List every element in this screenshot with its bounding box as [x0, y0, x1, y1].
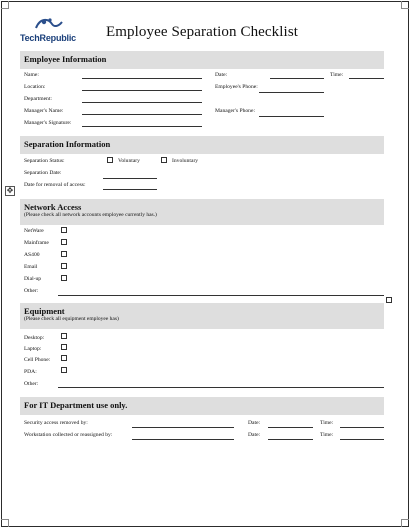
- manager-signature-field[interactable]: [82, 126, 202, 127]
- it-time-field-1[interactable]: [340, 427, 384, 428]
- resize-handle[interactable]: [386, 297, 392, 303]
- page-corner-mark: [1, 1, 9, 9]
- label-date: Date:: [215, 72, 228, 78]
- section-subheading: (Please check all equipment employee has): [24, 316, 119, 322]
- voluntary-checkbox[interactable]: [107, 157, 113, 163]
- desktop-checkbox[interactable]: [61, 333, 67, 339]
- page-corner-mark: [401, 1, 409, 9]
- label-employee-phone: Employee's Phone:: [215, 84, 258, 90]
- name-field[interactable]: [82, 78, 202, 79]
- it-date-field-1[interactable]: [268, 427, 313, 428]
- label-access-removed: Security access removed by:: [24, 420, 88, 426]
- section-network-access: [20, 199, 384, 225]
- label-as400: AS400: [24, 252, 40, 258]
- section-heading: Equipment: [24, 306, 65, 316]
- time-field[interactable]: [349, 78, 384, 79]
- section-heading: Employee Information: [24, 54, 107, 64]
- logo-swoosh-icon: [34, 16, 64, 34]
- logo-text: TechRepublic: [20, 33, 76, 43]
- page-corner-mark: [1, 519, 9, 527]
- label-it-date-1: Date:: [248, 420, 261, 426]
- label-involuntary: Involuntary: [172, 158, 199, 164]
- label-manager-signature: Manager's Signature:: [24, 120, 72, 126]
- network-other-field[interactable]: [58, 295, 384, 296]
- section-it-department: [20, 397, 384, 415]
- label-pda: PDA:: [24, 369, 37, 375]
- cell-phone-checkbox[interactable]: [61, 355, 67, 361]
- page-corner-mark: [401, 519, 409, 527]
- label-network-other: Other:: [24, 288, 39, 294]
- section-subheading: (Please check all network accounts employee currently has.): [24, 212, 157, 218]
- label-it-time-2: Time:: [320, 432, 334, 438]
- label-location: Location:: [24, 84, 46, 90]
- label-laptop: Laptop:: [24, 346, 42, 352]
- laptop-checkbox[interactable]: [61, 344, 67, 350]
- manager-name-field[interactable]: [82, 114, 202, 115]
- location-field[interactable]: [82, 90, 202, 91]
- involuntary-checkbox[interactable]: [161, 157, 167, 163]
- section-employee-information: [20, 51, 384, 69]
- label-name: Name:: [24, 72, 39, 78]
- separation-date-field[interactable]: [103, 178, 157, 179]
- techrepublic-logo: [20, 16, 80, 48]
- department-field[interactable]: [82, 102, 202, 103]
- section-heading: Network Access: [24, 202, 82, 212]
- netware-checkbox[interactable]: [61, 227, 67, 233]
- label-it-time-1: Time:: [320, 420, 334, 426]
- date-field[interactable]: [270, 78, 324, 79]
- label-separation-status: Separation Status:: [24, 158, 65, 164]
- label-manager-name: Manager's Name:: [24, 108, 64, 114]
- section-separation-information: [20, 136, 384, 154]
- label-equipment-other: Other:: [24, 381, 39, 387]
- access-removed-field[interactable]: [132, 427, 234, 428]
- label-voluntary: Voluntary: [118, 158, 140, 164]
- label-mainframe: Mainframe: [24, 240, 49, 246]
- page-title: Employee Separation Checklist: [106, 24, 299, 40]
- label-separation-date: Separation Date:: [24, 170, 62, 176]
- manager-phone-field[interactable]: [259, 116, 324, 117]
- section-equipment: [20, 303, 384, 329]
- label-department: Department:: [24, 96, 52, 102]
- label-email: Email: [24, 264, 38, 270]
- dialup-checkbox[interactable]: [61, 275, 67, 281]
- label-it-date-2: Date:: [248, 432, 261, 438]
- it-time-field-2[interactable]: [340, 439, 384, 440]
- label-desktop: Desktop:: [24, 335, 45, 341]
- as400-checkbox[interactable]: [61, 251, 67, 257]
- section-heading: Separation Information: [24, 139, 111, 149]
- employee-phone-field[interactable]: [259, 92, 324, 93]
- move-handle-icon[interactable]: ✥: [6, 186, 14, 195]
- label-dialup: Dial-up: [24, 276, 42, 282]
- it-date-field-2[interactable]: [268, 439, 313, 440]
- label-manager-phone: Manager's Phone:: [215, 108, 256, 114]
- email-checkbox[interactable]: [61, 263, 67, 269]
- removal-date-field[interactable]: [103, 189, 157, 190]
- mainframe-checkbox[interactable]: [61, 239, 67, 245]
- label-cell-phone: Cell Phone:: [24, 357, 51, 363]
- section-heading: For IT Department use only.: [24, 400, 128, 410]
- label-time: Time:: [330, 72, 344, 78]
- label-workstation: Workstation collected or reassigned by:: [24, 432, 113, 438]
- label-removal-date: Date for removal of access:: [24, 182, 86, 188]
- label-netware: NetWare: [24, 228, 44, 234]
- equipment-other-field[interactable]: [58, 387, 384, 388]
- workstation-field[interactable]: [132, 439, 234, 440]
- pda-checkbox[interactable]: [61, 367, 67, 373]
